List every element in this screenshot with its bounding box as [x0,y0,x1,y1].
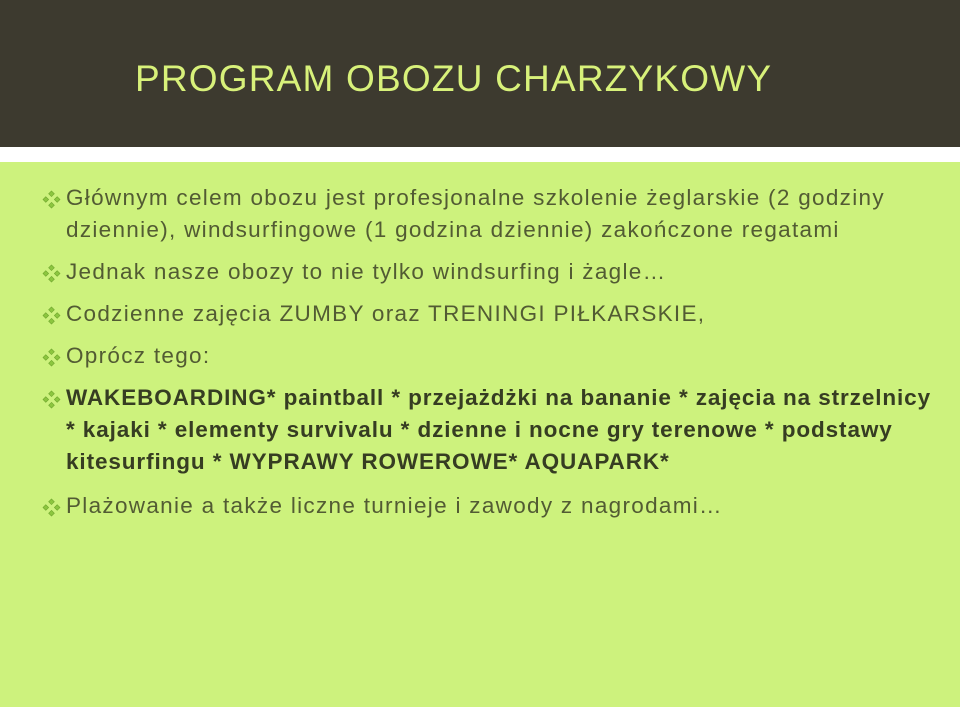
four-diamond-bullet-icon [42,190,61,209]
bullet-item [42,298,942,330]
bullet-text: WAKEBOARDING* paintball * przejażdżki na bananie * zajęcia na strzelnicy * kajaki * elementy survivalu * dzienne i nocne gry terenowe * podstawy kitesurfingu * WYPRAWY ROWEROWE* AQUAPARK* [66,385,932,474]
bullet-item [42,182,942,246]
four-diamond-bullet-icon [42,348,61,367]
bullet-text: Głównym celem obozu jest profesjonalne szkolenie żeglarskie (2 godziny dziennie), windsurfingowe (1 godzina dziennie) zakończone regatami [66,185,885,242]
bullet-text: Jednak nasze obozy to nie tylko windsurfing i żagle… [66,259,667,284]
bullet-item-activities [42,382,942,478]
slide-title: PROGRAM OBOZU CHARZYKOWY [135,58,773,99]
bullet-text: Oprócz tego: [66,343,211,368]
four-diamond-bullet-icon [42,498,61,517]
four-diamond-bullet-icon [42,390,61,409]
bullet-list [42,182,942,532]
four-diamond-bullet-icon [42,306,61,325]
bullet-text: Plażowanie a także liczne turnieje i zawody z nagrodami… [66,493,723,518]
bullet-item [42,256,942,288]
bullet-item [42,340,942,372]
four-diamond-bullet-icon [42,264,61,283]
bullet-item [42,490,942,522]
bullet-text: Codzienne zajęcia ZUMBY oraz TRENINGI PIŁKARSKIE, [66,301,706,326]
slide-header [0,0,960,147]
